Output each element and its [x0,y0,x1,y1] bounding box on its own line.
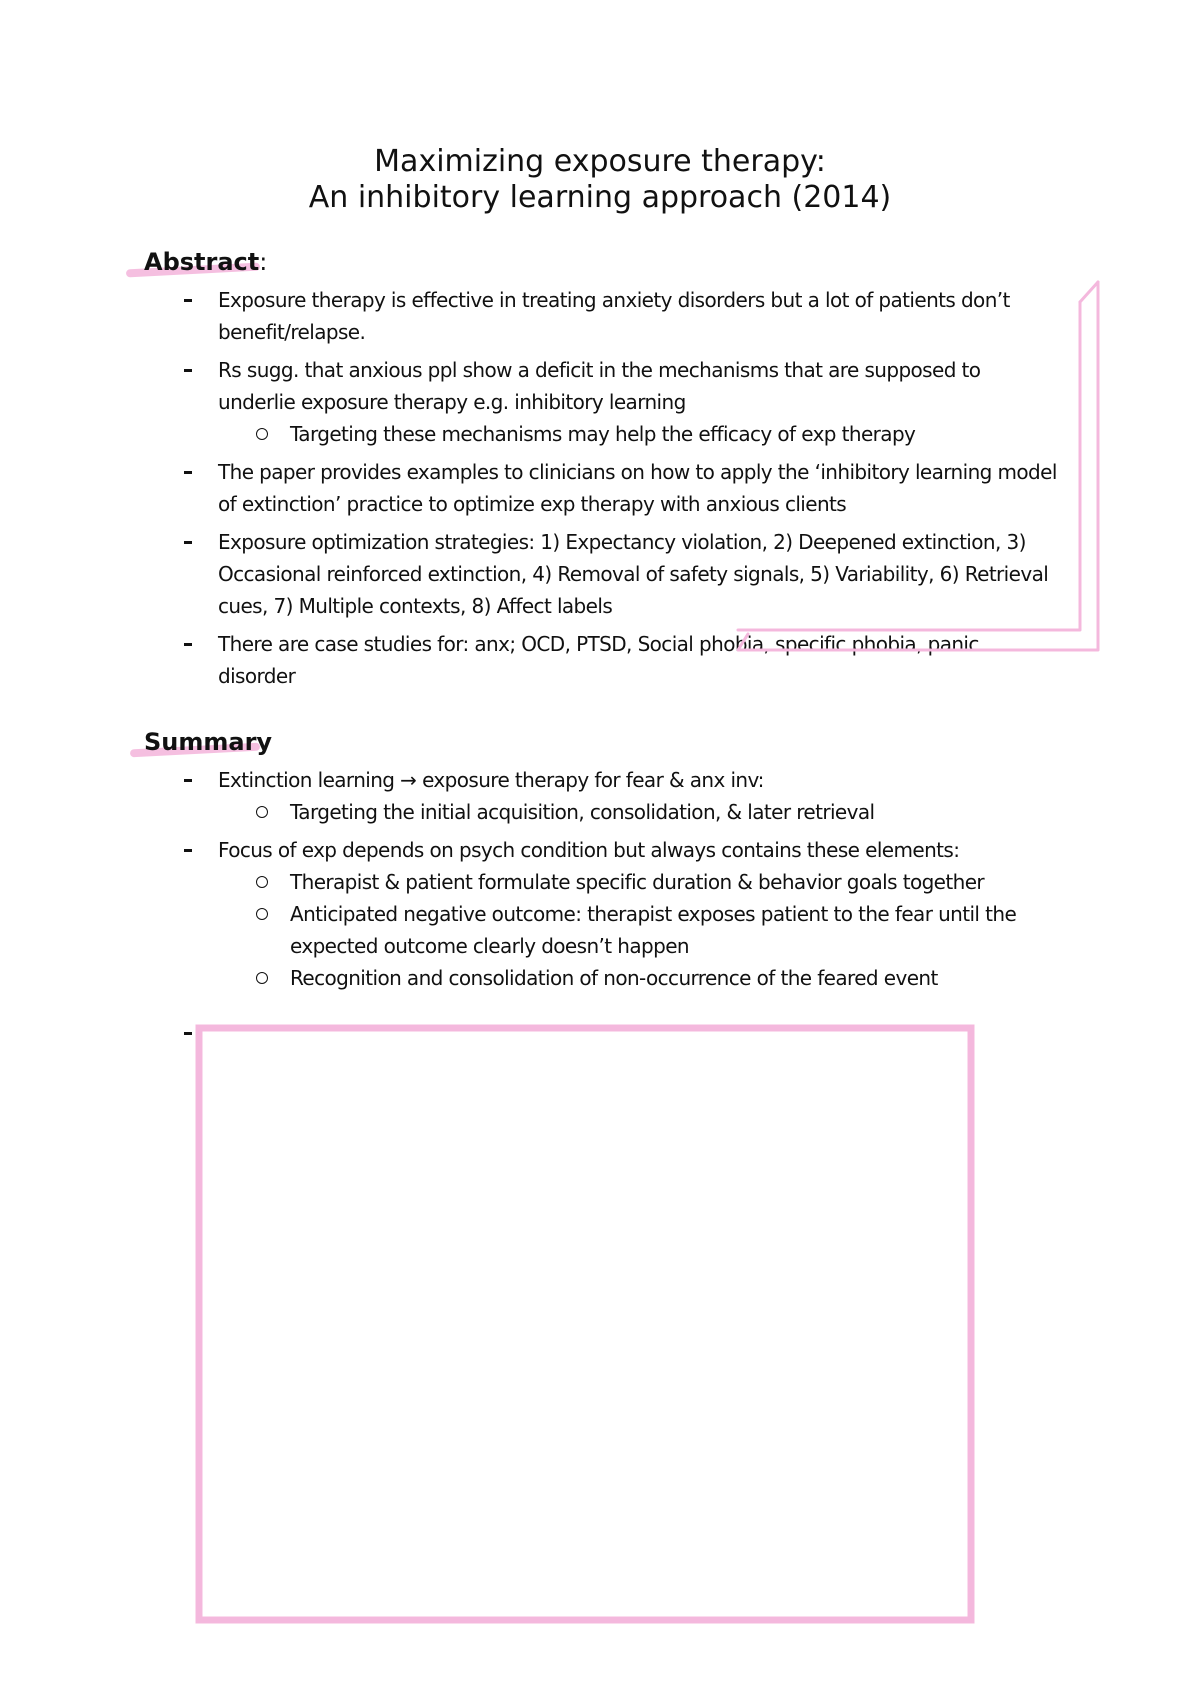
sub-list-item-text: Targeting the initial acquisition, consolidation, & later retrieval [290,800,875,824]
list-item-text: Exposure therapy is effective in treating anxiety disorders but a lot of patients don’t benefit/relapse. [218,288,1010,344]
sub-list-item [254,898,1060,962]
summary-heading [144,728,272,756]
abstract-heading-text: Abstract [144,248,260,276]
sub-list-item [254,418,1060,450]
list-item [180,834,1060,994]
sub-list [218,796,1060,828]
list-item-text: The paper provides examples to clinicians on how to apply the ‘inhibitory learning model of extinction’ practice to optimize exp therapy with anxious clients [218,460,1057,516]
sub-list-item-text: Targeting these mechanisms may help the efficacy of exp therapy [290,422,916,446]
annotation-box [199,1028,971,1620]
sub-list-item [254,796,1060,828]
summary-heading-text: Summary [144,728,273,756]
sub-list-item-text: Anticipated negative outcome: therapist exposes patient to the fear until the expected outcome clearly doesn’t happen [290,902,1017,958]
list-item-text: Focus of exp depends on psych condition but always contains these elements: [218,838,960,862]
sub-list-item-text: Recognition and consolidation of non-occurrence of the feared event [290,966,938,990]
abstract-heading-colon: : [259,248,268,276]
list-item-text: Rs sugg. that anxious ppl show a deficit in the mechanisms that are supposed to underlie exposure therapy e.g. inhibitory learning [218,358,981,414]
list-item [180,354,1060,450]
list-item-text: Exposure optimization strategies: 1) Expectancy violation, 2) Deepened extinction, 3) Occasional reinforced extinction, 4) Removal of safety signals, 5) Variability, 6) Retrieval cues, 7) Multiple contexts, 8) Affect labels [218,530,1049,618]
list-item-text: Extinction learning → exposure therapy for fear & anx inv: [218,768,764,792]
sub-list-item [254,866,1060,898]
sub-list-item [254,962,1060,994]
list-item [180,628,1060,692]
annotation-bracket-top [1080,282,1098,302]
sub-list [218,866,1060,994]
list-item-text: There are case studies for: anx; OCD, PTSD, Social phobia, specific phobia, panic disorder [218,632,979,688]
list-item [180,284,1060,348]
sub-list-item-text: Therapist & patient formulate specific duration & behavior goals together [290,870,985,894]
title-line-1: Maximizing exposure therapy: [374,144,826,179]
list-item [180,456,1060,520]
document-title [0,144,1200,216]
empty-bullet-marker [184,1032,192,1035]
title-line-2: An inhibitory learning approach (2014) [308,180,892,215]
list-item [180,764,1060,828]
summary-list [180,764,1060,1000]
abstract-list [180,284,1060,698]
sub-list [218,418,1060,450]
abstract-heading [144,248,267,276]
list-item [180,526,1060,622]
